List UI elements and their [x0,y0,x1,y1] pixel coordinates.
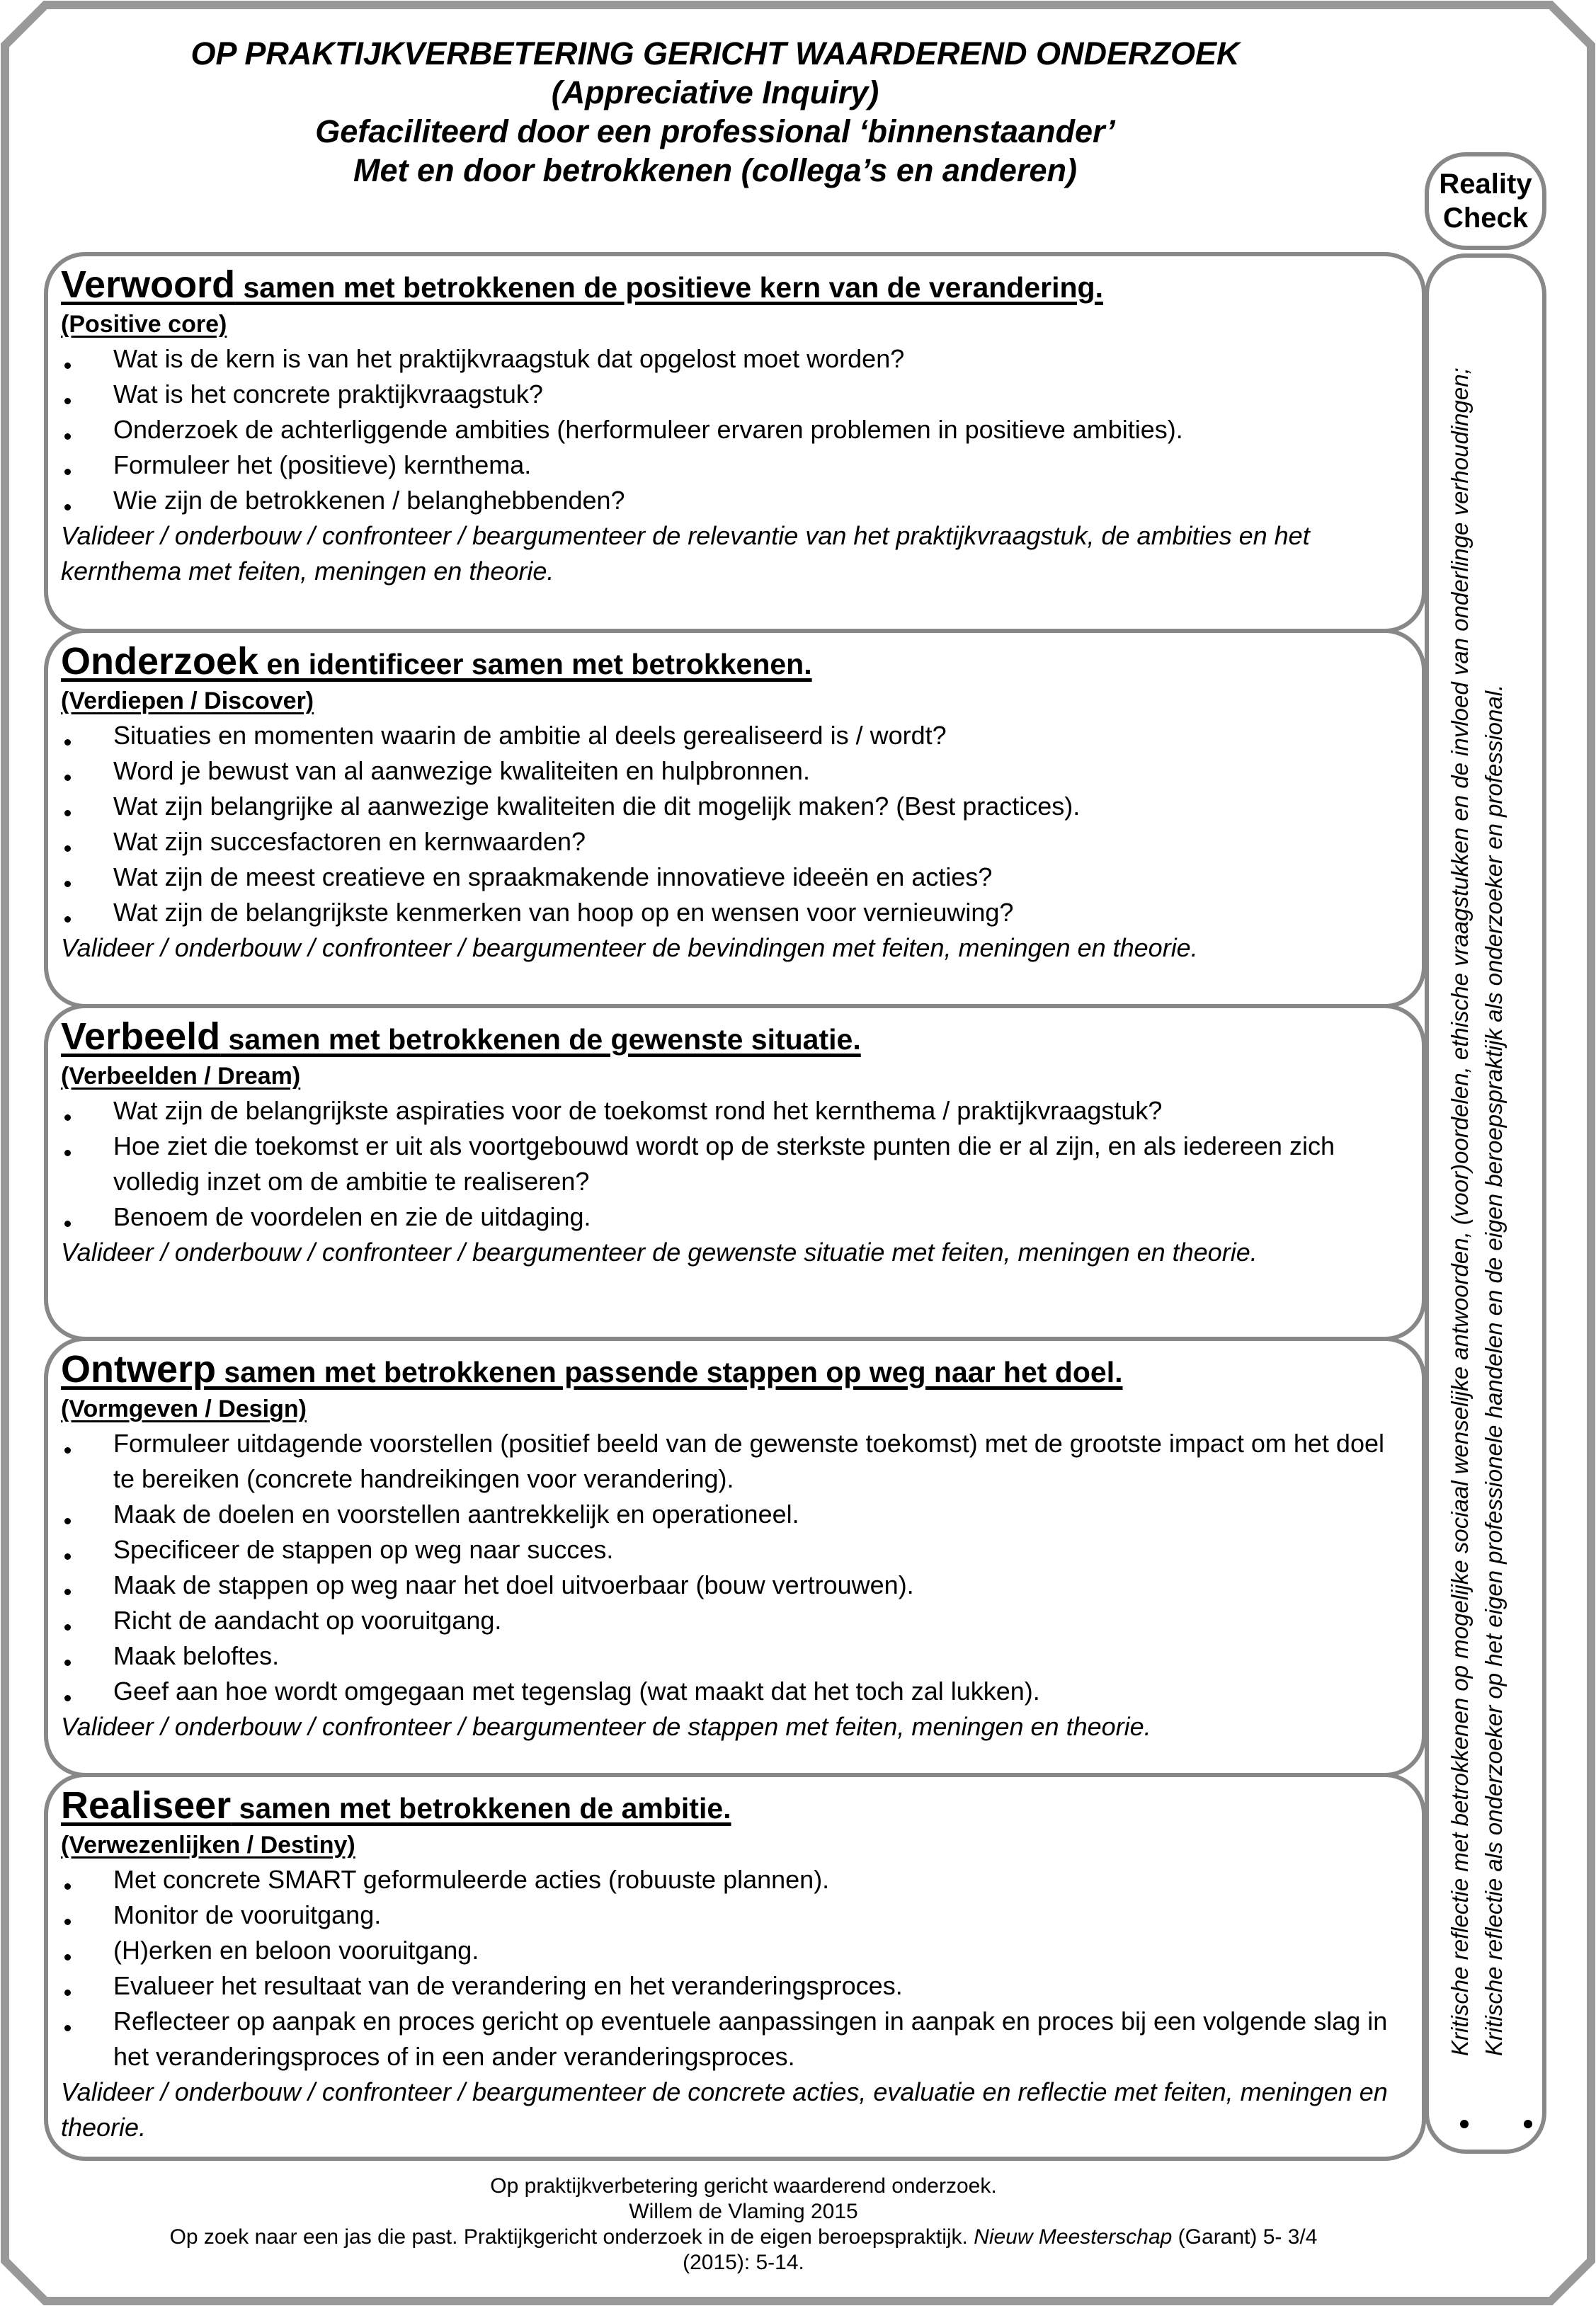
phase-validate-note: Valideer / onderbouw / confronteer / beargumenteer de concrete acties, evaluatie en reflectie met feiten, meningen en theorie. [61,2077,1388,2142]
list-item: Reflecteer op aanpak en proces gericht op eventuele aanpassingen in aanpak en proces bij een volgende slag in het veranderingsproces of in een ander veranderingsproces. [61,2004,1410,2074]
list-item: Wat is de kern is van het praktijkvraagstuk dat opgelost moet worden? [61,341,1410,377]
phase-subtitle: (Positive core) [61,311,227,338]
phase-heading-rest: en identificeer samen met betrokkenen. [258,648,812,680]
reality-check-point: Kritische reflectie met betrokkenen op mogelijke sociaal wenselijke antwoorden, (voor)oordelen, ethische vraagstukken en de invloed van onderlinge verhoudingen; [1447,367,1473,2056]
reality-check-line-1: Reality [1439,169,1532,200]
reality-check-line-2: Check [1442,202,1529,234]
list-item: Wat zijn de meest creatieve en spraakmakende innovatieve ideeën en acties? [61,860,1410,895]
citation-footer [71,2174,1416,2276]
footer-citation-tail: (Garant) 5- 3/4 [1172,2225,1318,2249]
list-item: Wie zijn de betrokkenen / belanghebbenden? [61,483,1410,518]
footer-line-3 [71,2225,1416,2250]
list-item: Wat zijn succesfactoren en kernwaarden? [61,824,1410,860]
phase-validate-note: Valideer / onderbouw / confronteer / beargumenteer de bevindingen met feiten, meningen en theorie. [61,933,1198,962]
phase-box-discover [44,629,1426,1008]
phase-box-destiny [44,1773,1426,2161]
footer-journal-name: Nieuw Meesterschap [974,2225,1173,2249]
phase-points [61,1862,1410,2074]
phase-box-design [44,1337,1426,1777]
phase-heading-rest: samen met betrokkenen de gewenste situatie. [220,1023,861,1056]
list-item: Maak de stappen op weg naar het doel uitvoerbaar (bouw vertrouwen). [61,1568,1410,1603]
title-line-2: (Appreciative Inquiry) [551,74,879,110]
list-item: Wat is het concrete praktijkvraagstuk? [61,377,1410,412]
list-item: Geef aan hoe wordt omgegaan met tegenslag (wat maakt dat het toch zal lukken). [61,1674,1410,1709]
list-item: Specificeer de stappen op weg naar succes. [61,1532,1410,1568]
reality-check-panel [1425,253,1546,2154]
phase-subtitle: (Verwezenlijken / Destiny) [61,1832,355,1859]
list-item: Wat zijn de belangrijkste aspiraties voor de toekomst rond het kernthema / praktijkvraagstuk? [61,1093,1410,1129]
list-item: Wat zijn belangrijke al aanwezige kwaliteiten die dit mogelijk maken? (Best practices). [61,789,1410,824]
phase-subtitle: (Verbeelden / Dream) [61,1063,301,1090]
reality-check-points [1443,258,1549,2099]
phase-lead: Onderzoek [61,640,259,683]
phase-points [61,1426,1410,1709]
list-item: Monitor de vooruitgang. [61,1897,1410,1933]
footer-citation-text: Op zoek naar een jas die past. Praktijkgericht onderzoek in de eigen beroepspraktijk. [169,2225,974,2249]
phase-validate-note: Valideer / onderbouw / confronteer / beargumenteer de gewenste situatie met feiten, meningen en theorie. [61,1238,1258,1267]
phase-subtitle: (Verdiepen / Discover) [61,687,314,714]
list-item: Benoem de voordelen en zie de uitdaging. [61,1199,1410,1235]
list-item: Formuleer het (positieve) kernthema. [61,447,1410,483]
list-item: Wat zijn de belangrijkste kenmerken van hoop op en wensen voor vernieuwing? [61,895,1410,930]
list-item: Evalueer het resultaat van de verandering en het veranderingsproces. [61,1968,1410,2004]
reality-check-point: Kritische reflectie als onderzoeker op het eigen professionele handelen en de eigen beroepspraktijk als onderzoeker en professional. [1481,684,1507,2056]
phase-heading [61,263,1410,306]
phase-validate-note: Valideer / onderbouw / confronteer / beargumenteer de stappen met feiten, meningen en theorie. [61,1712,1151,1741]
phase-box-positive-core [44,252,1426,633]
phase-heading-rest: samen met betrokkenen de ambitie. [231,1792,731,1825]
list-item: Maak beloftes. [61,1638,1410,1674]
title-line-4: Met en door betrokkenen (collega’s en anderen) [353,152,1077,188]
list-item: Hoe ziet die toekomst er uit als voortgebouwd wordt op de sterkste punten die er al zijn, en als iedereen zich volledig inzet om de ambitie te realiseren? [61,1129,1410,1199]
footer-line-1: Op praktijkverbetering gericht waarderend onderzoek. [490,2174,997,2198]
bullet-icon [1460,2120,1469,2128]
phase-heading [61,640,1410,683]
footer-line-2: Willem de Vlaming 2015 [629,2200,858,2223]
list-item: Formuleer uitdagende voorstellen (positief beeld van de gewenste toekomst) met de grootste impact om het doel te bereiken (concrete handreikingen voor verandering). [61,1426,1410,1497]
list-item: Onderzoek de achterliggende ambities (herformuleer ervaren problemen in positieve ambities). [61,412,1410,447]
footer-line-4: (2015): 5-14. [683,2251,804,2274]
bullet-icon [1524,2120,1532,2128]
phase-heading-rest: samen met betrokkenen de positieve kern van de verandering. [235,271,1103,304]
phase-heading-rest: samen met betrokkenen passende stappen op weg naar het doel. [216,1356,1123,1388]
list-item: Situaties en momenten waarin de ambitie al deels gerealiseerd is / wordt? [61,718,1410,753]
title-line-3: Gefaciliteerd door een professional ‘binnenstaander’ [315,113,1115,149]
phase-subtitle: (Vormgeven / Design) [61,1395,307,1422]
phase-lead: Verbeeld [61,1015,221,1058]
list-item: Word je bewust van al aanwezige kwaliteiten en hulpbronnen. [61,753,1410,789]
phase-validate-note: Valideer / onderbouw / confronteer / beargumenteer de relevantie van het praktijkvraagstuk, de ambities en het kernthema met feiten, meningen en theorie. [61,521,1310,586]
phase-heading [61,1348,1410,1391]
reality-check-label [1425,152,1546,250]
phase-heading [61,1015,1410,1058]
list-item: Met concrete SMART geformuleerde acties (robuuste plannen). [61,1862,1410,1897]
phase-lead: Ontwerp [61,1348,217,1391]
phase-lead: Verwoord [61,263,236,306]
phase-lead: Realiseer [61,1784,232,1827]
list-item: Maak de doelen en voorstellen aantrekkelijk en operationeel. [61,1497,1410,1532]
title-line-1: OP PRAKTIJKVERBETERING GERICHT WAARDEREND ONDERZOEK [190,35,1240,72]
phase-points [61,718,1410,930]
phase-heading [61,1784,1410,1827]
phase-points [61,1093,1410,1235]
page-title [42,34,1388,190]
list-item: (H)erken en beloon vooruitgang. [61,1933,1410,1968]
phase-box-dream [44,1004,1426,1341]
list-item: Richt de aandacht op vooruitgang. [61,1603,1410,1638]
phase-points [61,341,1410,518]
